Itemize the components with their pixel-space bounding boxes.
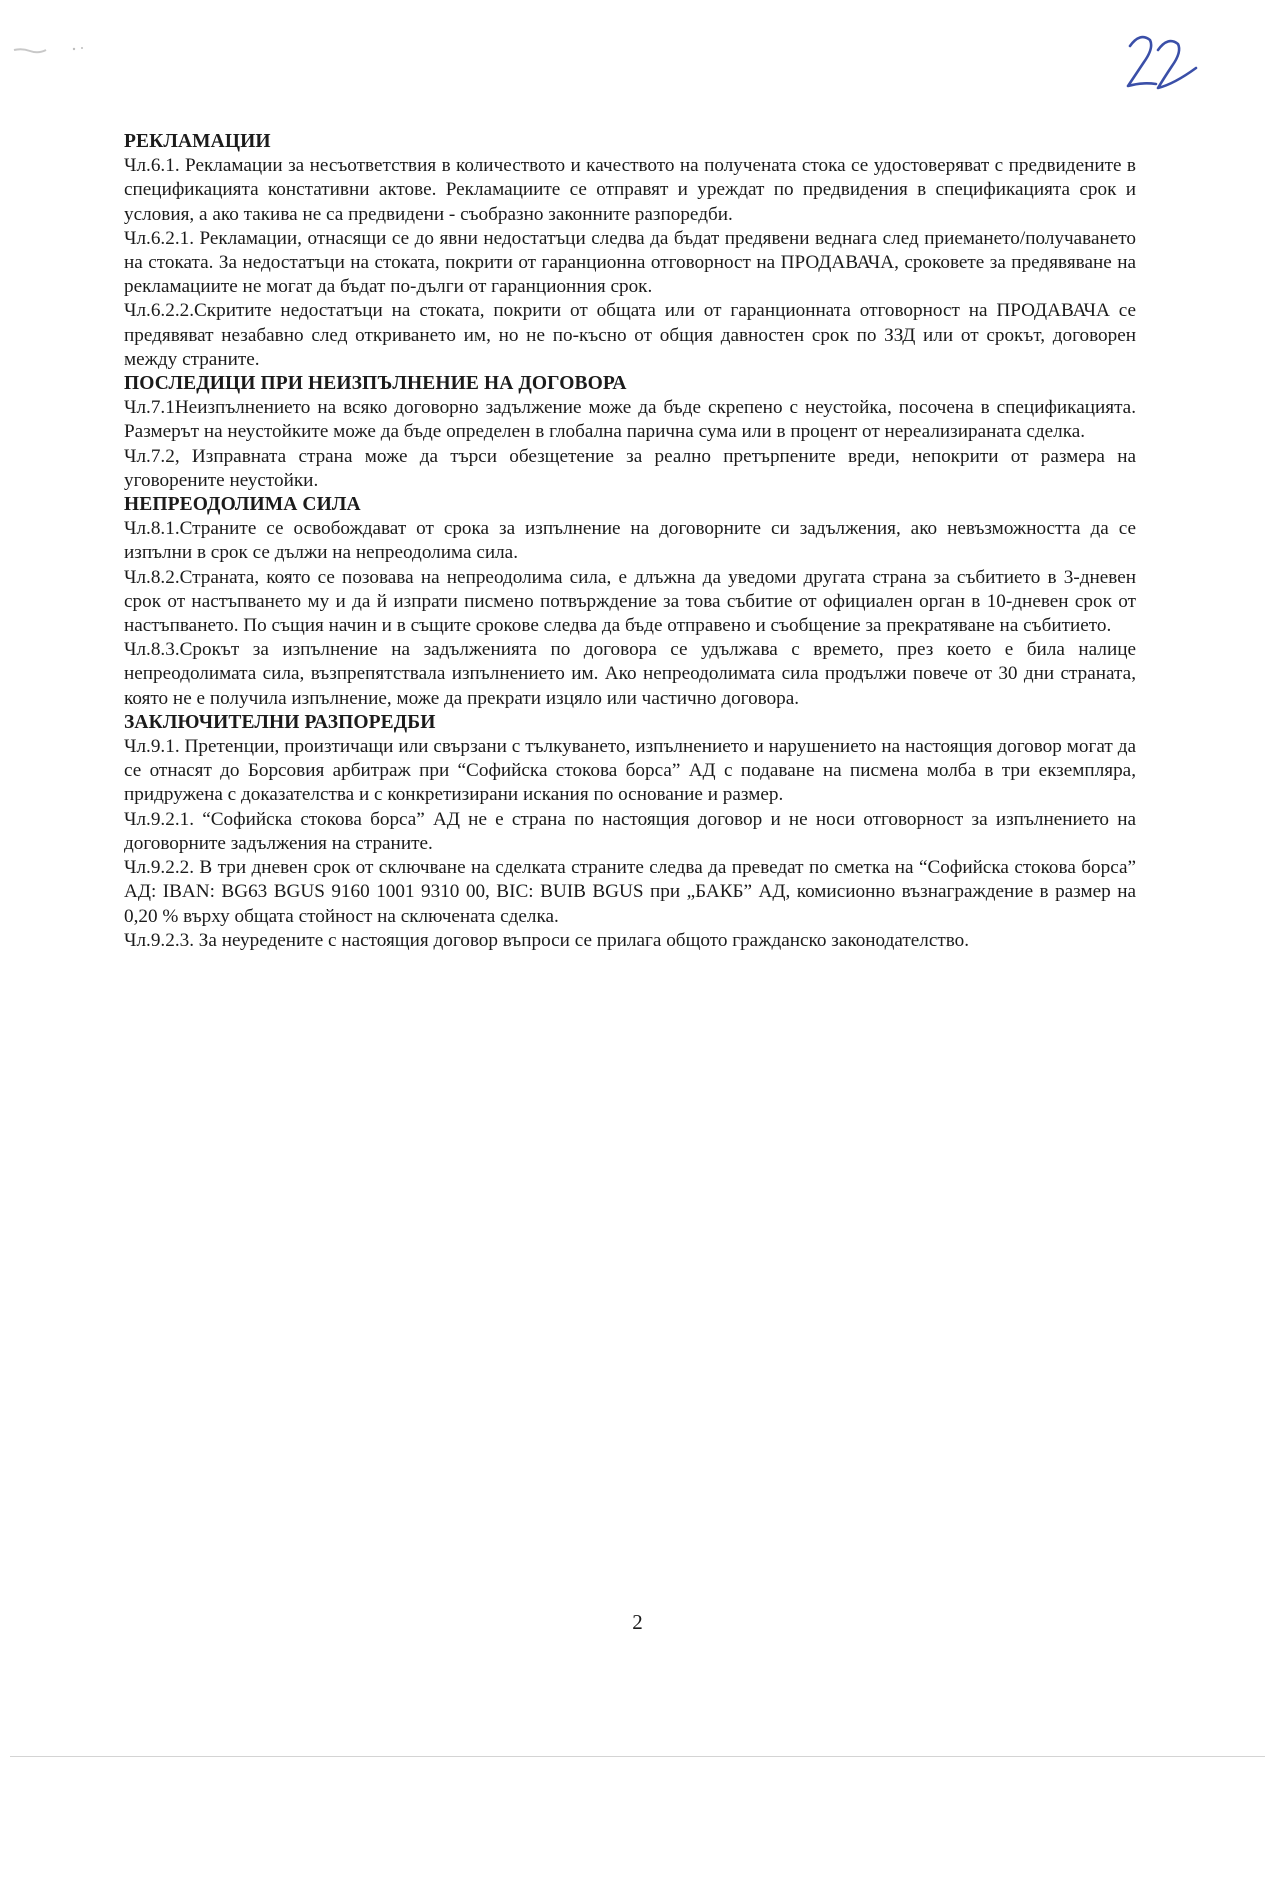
clause-paragraph: Чл.6.2.1. Рекламации, отнасящи се до явни недостатъци следва да бъдат предявени веднага след приемането/получаването на стоката. За недостатъци на стоката, покрити от гаранционна отговорност на ПРОДАВАЧА, сроковете за предявяване на рекламациите не могат да бъдат по-дълги от гаранционния срок.	[124, 227, 1136, 298]
clause-paragraph: Чл.8.2.Страната, която се позовава на непреодолима сила, е длъжна да уведоми другата страна за събитието в 3-дневен срок от настъпването му и да й изпрати писмено потвърждение за това събитие от официален орган в 10-дневен срок от настъпването. По същия начин и в същите срокове следва да бъде отправено и съобщение за прекратяване на събитието.	[124, 566, 1136, 637]
clause-paragraph: Чл.8.3.Срокът за изпълнение на задълженията по договора се удължава с времето, през което е била налице непреодолимата сила, възпрепятствала изпълнението им. Ако непреодолимата сила продължи повече от 30 дни страната, която не е получила изпълнение, може да прекрати изцяло или частично договора.	[124, 639, 1136, 709]
clause-paragraph: Чл.9.2.1. “Софийска стокова борса” АД не е страна по настоящия договор и не носи отговорност за изпълнението на договорните задължения на страните.	[124, 808, 1136, 854]
page-number: 2	[632, 1610, 643, 1634]
clause-paragraph: Чл.7.2, Изправната страна може да търси обезщетение за реално претърпените вреди, непокрити от размера на уговорените неустойки.	[124, 445, 1136, 491]
clause-paragraph: Чл.6.1. Рекламации за несъответствия в количеството и качеството на получената стока се удостоверяват с предвидените в спецификацията констативни актове. Рекламациите се отправят и уреждат по предвидения в спецификацията срок и условия, а ако такива не са предвидени - съобразно законните разпоредби.	[124, 155, 1136, 225]
handwritten-page-mark	[1122, 28, 1202, 98]
clause-paragraph: Чл.9.1. Претенции, произтичащи или свързани с тълкуването, изпълнението и нарушението на настоящия договор могат да се отнасят до Борсовия арбитраж при “Софийска стокова борса” АД с подаване на писмена молба в три екземпляра, придружена с доказателства и с конкретизирани искания по основание и размер.	[124, 736, 1136, 806]
clause-paragraph: Чл.7.1Неизпълнението на всяко договорно задължение може да бъде скрепено с неустойка, посочена в спецификацията. Размерът на неустойките може да бъде определен в глобална парична сума или в процент от нереализираната сделка.	[124, 397, 1136, 443]
section-heading: ЗАКЛЮЧИТЕЛНИ РАЗПОРЕДБИ	[124, 711, 436, 733]
section-heading: РЕКЛАМАЦИИ	[124, 131, 271, 152]
clause-paragraph: Чл.9.2.3. За неуредените с настоящия договор въпроси се прилага общото гражданско законодателство.	[124, 929, 970, 951]
section-heading: ПОСЛЕДИЦИ ПРИ НЕИЗПЪЛНЕНИЕ НА ДОГОВОРА	[124, 373, 627, 395]
clause-paragraph: Чл.6.2.2.Скритите недостатъци на стоката, покрити от общата или от гаранционната отговорност на ПРОДАВАЧА се предявяват незабавно след откриването им, но не по-късно от общия давностен срок по ЗЗД или от срокът, договорен между страните.	[124, 300, 1136, 370]
clause-paragraph: Чл.8.1.Страните се освобождават от срока за изпълнение на договорните си задължения, ако невъзможността да се изпълни в срок се дължи на непреодолима сила.	[124, 518, 1136, 564]
clause-paragraph: Чл.9.2.2. В три дневен срок от сключване на сделката страните следва да преведат по сметка на “Софийска стокова борса” АД: IBAN: BG63 BGUS 9160 1001 9310 00, BIC: BUIB BGUS при „БАКБ” АД, комисионно възнаграждение в размер на 0,20 % върху общата стойност на сключената сделка.	[124, 857, 1136, 927]
section-heading: НЕПРЕОДОЛИМА СИЛА	[124, 494, 361, 516]
scan-edge-line	[10, 1756, 1265, 1757]
scan-artifact-mark	[12, 42, 92, 62]
document-body	[124, 130, 1136, 953]
